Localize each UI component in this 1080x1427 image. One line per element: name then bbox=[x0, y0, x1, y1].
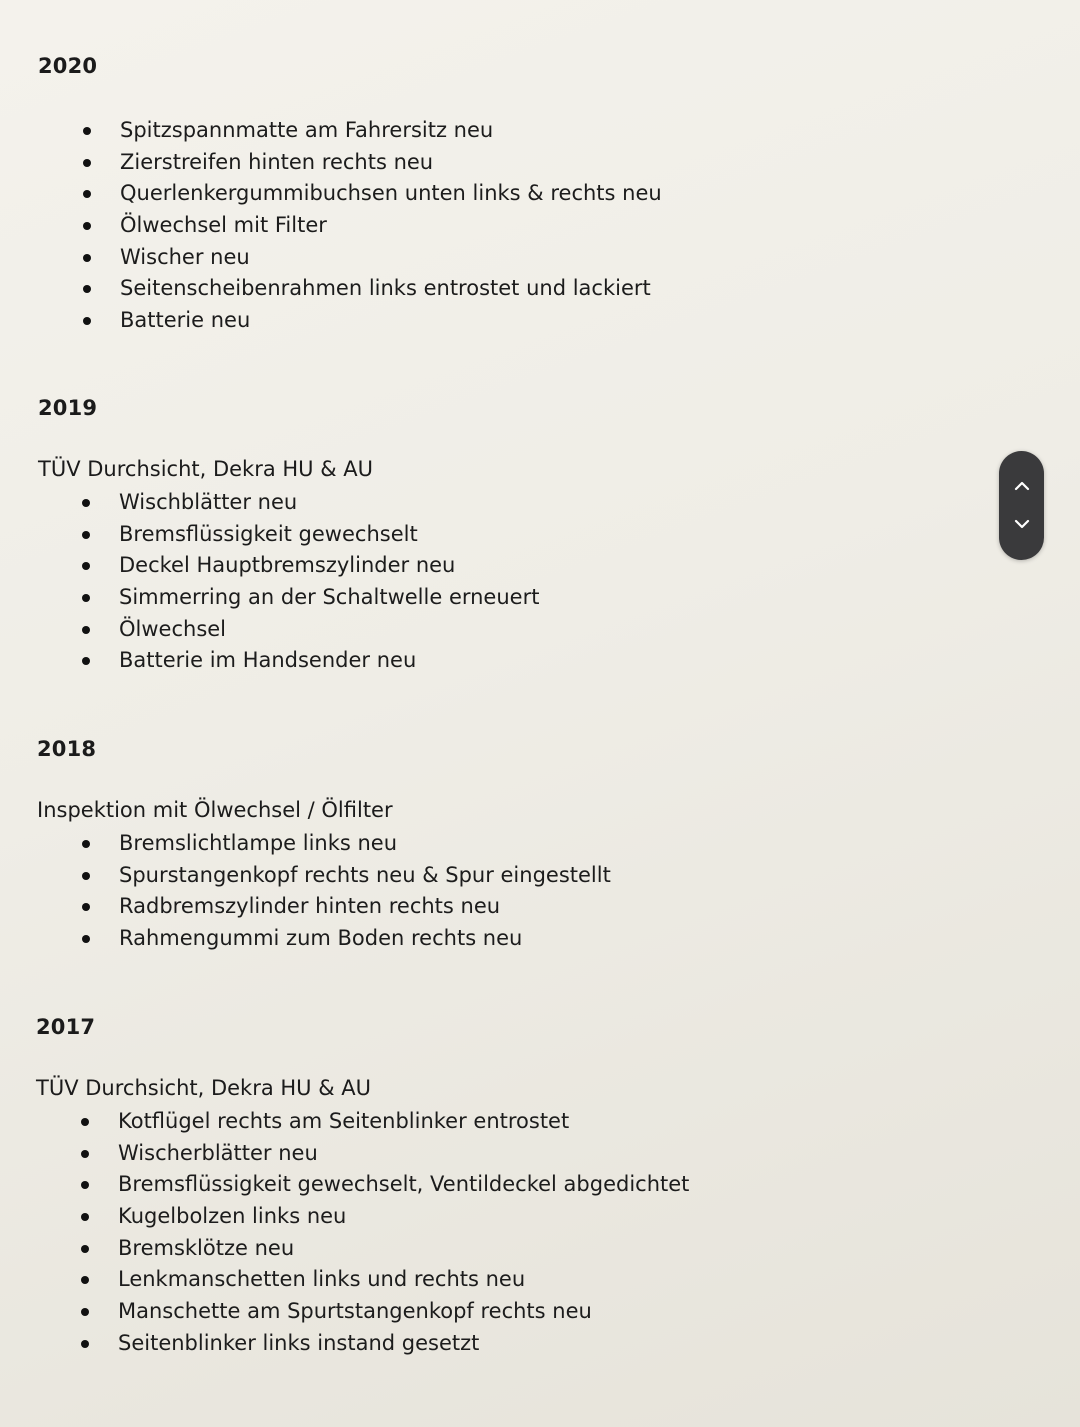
list-item bbox=[118, 1106, 689, 1138]
bullet-icon bbox=[83, 254, 91, 262]
bullet-icon bbox=[82, 562, 90, 570]
bullet-icon bbox=[82, 657, 90, 665]
list-item bbox=[119, 519, 539, 551]
bullet-icon bbox=[81, 1213, 89, 1221]
bullet-icon bbox=[81, 1150, 89, 1158]
list-item bbox=[120, 178, 662, 210]
bullet-icon bbox=[82, 499, 90, 507]
list-item-text: Batterie im Handsender neu bbox=[119, 648, 417, 673]
list-item-text: Rahmengummi zum Boden rechts neu bbox=[119, 926, 523, 951]
list-item-text: Ölwechsel bbox=[119, 616, 227, 641]
list-item-text: Manschette am Spurtstangenkopf rechts neu bbox=[118, 1299, 592, 1324]
list-item-text: Ölwechsel mit Filter bbox=[120, 213, 327, 238]
list-item bbox=[118, 1264, 689, 1296]
bullet-icon bbox=[81, 1118, 89, 1126]
list-item bbox=[119, 828, 611, 860]
list-item bbox=[119, 891, 611, 923]
bullet-icon bbox=[83, 190, 91, 198]
list-item-text: Bremslichtlampe links neu bbox=[119, 831, 398, 855]
list-item-text: Seitenblinker links instand gesetzt bbox=[118, 1330, 480, 1355]
list-item-text: Bremsflüssigkeit gewechselt, Ventildeckel abgedichtet bbox=[118, 1172, 690, 1197]
item-list bbox=[119, 487, 539, 677]
list-item-text: Wischerblätter neu bbox=[118, 1140, 318, 1165]
list-item bbox=[119, 860, 611, 892]
list-item-text: Kotflügel rechts am Seitenblinker entrostet bbox=[118, 1109, 570, 1133]
bullet-icon bbox=[83, 285, 91, 293]
list-item bbox=[119, 550, 539, 582]
bullet-icon bbox=[81, 1340, 89, 1348]
item-list bbox=[119, 828, 611, 955]
chevron-up-icon bbox=[1013, 477, 1031, 495]
list-item bbox=[120, 273, 662, 305]
list-item bbox=[118, 1138, 689, 1170]
bullet-icon bbox=[82, 626, 90, 634]
scroll-down-button[interactable] bbox=[999, 504, 1044, 544]
bullet-icon bbox=[82, 840, 90, 848]
list-item bbox=[120, 210, 662, 242]
bullet-icon bbox=[82, 872, 90, 880]
bullet-icon bbox=[83, 317, 91, 325]
bullet-icon bbox=[81, 1276, 89, 1284]
bullet-icon bbox=[82, 935, 90, 943]
bullet-icon bbox=[82, 531, 90, 539]
section-subtitle: TÜV Durchsicht, Dekra HU & AU bbox=[36, 1076, 372, 1100]
scroll-navigation bbox=[999, 451, 1044, 560]
list-item-text: Lenkmanschetten links und rechts neu bbox=[118, 1267, 526, 1292]
list-item bbox=[120, 242, 662, 274]
list-item-text: Seitenscheibenrahmen links entrostet und lackiert bbox=[120, 276, 651, 301]
section-subtitle: TÜV Durchsicht, Dekra HU & AU bbox=[38, 457, 374, 481]
list-item bbox=[120, 115, 662, 147]
list-item bbox=[118, 1201, 689, 1233]
list-item bbox=[118, 1328, 689, 1360]
year-heading: 2018 bbox=[37, 737, 97, 761]
list-item bbox=[118, 1169, 689, 1201]
list-item-text: Wischer neu bbox=[120, 244, 250, 269]
item-list bbox=[118, 1106, 689, 1360]
list-item bbox=[119, 614, 539, 646]
list-item-text: Radbremszylinder hinten rechts neu bbox=[119, 894, 501, 919]
list-item bbox=[119, 923, 611, 955]
section-subtitle: Inspektion mit Ölwechsel / Ölfilter bbox=[37, 798, 393, 822]
list-item bbox=[119, 582, 539, 614]
list-item-text: Zierstreifen hinten rechts neu bbox=[120, 149, 434, 174]
year-heading: 2020 bbox=[38, 54, 98, 78]
chevron-down-icon bbox=[1013, 515, 1031, 533]
list-item-text: Bremsflüssigkeit gewechselt bbox=[119, 521, 418, 546]
bullet-icon bbox=[81, 1308, 89, 1316]
list-item bbox=[120, 305, 662, 337]
item-list bbox=[120, 115, 662, 337]
list-item-text: Deckel Hauptbremszylinder neu bbox=[119, 553, 456, 578]
list-item-text: Batterie neu bbox=[120, 308, 251, 333]
list-item bbox=[119, 645, 539, 677]
list-item bbox=[118, 1296, 689, 1328]
list-item bbox=[119, 487, 539, 519]
list-item-text: Wischblätter neu bbox=[119, 490, 298, 514]
scroll-up-button[interactable] bbox=[999, 466, 1044, 506]
bullet-icon bbox=[81, 1245, 89, 1253]
list-item-text: Kugelbolzen links neu bbox=[118, 1204, 347, 1229]
list-item bbox=[120, 147, 662, 179]
year-heading: 2017 bbox=[36, 1015, 96, 1039]
bullet-icon bbox=[83, 222, 91, 230]
list-item-text: Bremsklötze neu bbox=[118, 1235, 295, 1260]
bullet-icon bbox=[81, 1181, 89, 1189]
bullet-icon bbox=[82, 903, 90, 911]
bullet-icon bbox=[83, 159, 91, 167]
bullet-icon bbox=[83, 127, 91, 135]
list-item-text: Querlenkergummibuchsen unten links & rechts neu bbox=[120, 181, 662, 206]
list-item bbox=[118, 1233, 689, 1265]
list-item-text: Simmerring an der Schaltwelle erneuert bbox=[119, 585, 540, 610]
year-heading: 2019 bbox=[38, 396, 98, 420]
list-item-text: Spitzspannmatte am Fahrersitz neu bbox=[120, 118, 494, 142]
list-item-text: Spurstangenkopf rechts neu & Spur eingestellt bbox=[119, 862, 611, 887]
bullet-icon bbox=[82, 594, 90, 602]
